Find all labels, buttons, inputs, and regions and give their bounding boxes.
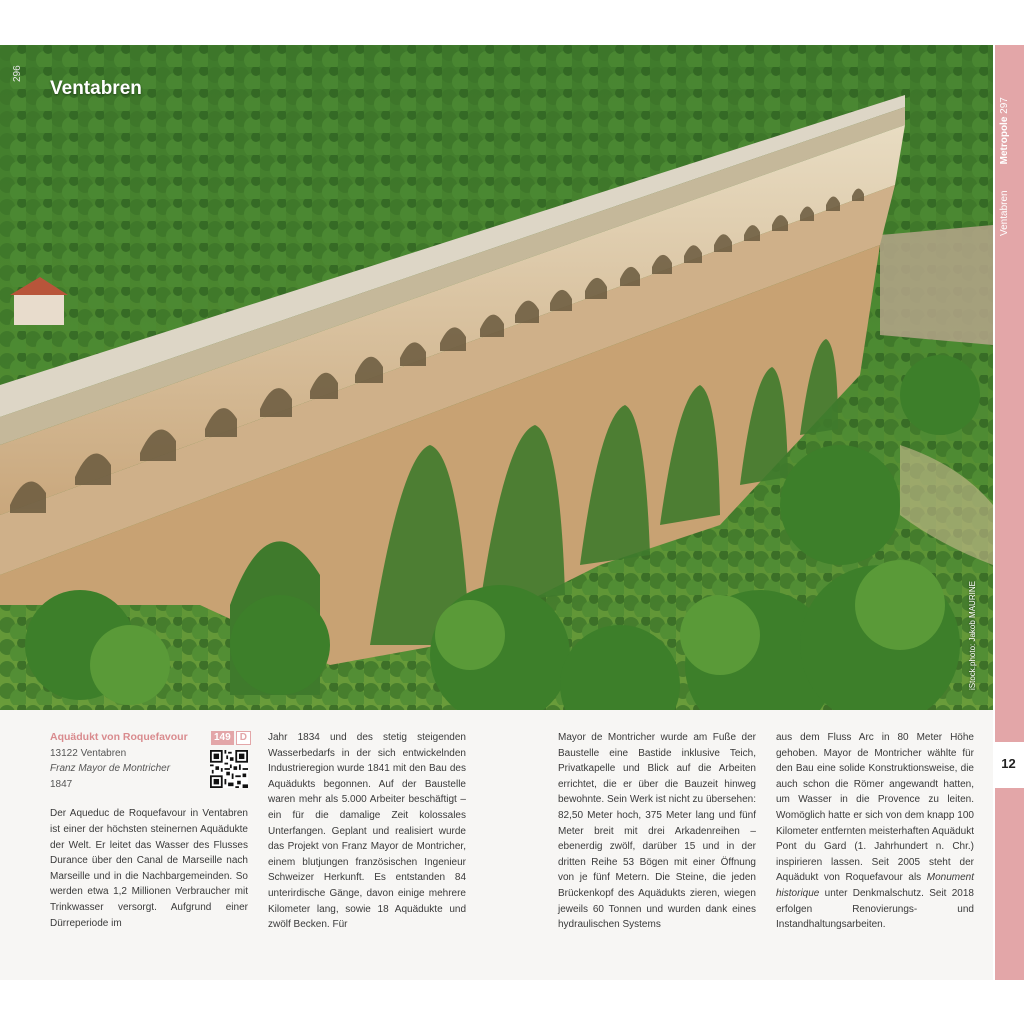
aqueduct-photo [0, 45, 993, 710]
entry-badge [211, 731, 251, 745]
running-head [999, 97, 1010, 236]
entry-architect: Franz Mayor de Montricher [50, 763, 171, 775]
qr-code-icon[interactable] [210, 750, 248, 788]
body-paragraph-4 [776, 730, 974, 933]
section-label: Metropole [999, 116, 1010, 165]
right-page-number: 297 [999, 97, 1010, 114]
body-paragraph-1: Der Aqueduc de Roquefavour in Ventabren ist einer der höchsten steinernen Aquädukte der Welt. Er leitet das Wasser des Flusses Durance über den Canal de Marseille nach Marseille und in die Nachbargemeinden. So werden etwa 1,2 Millionen Verbraucher mit Trinkwasser versorgt. Aufgrund einer Dürreperiode im [50, 808, 248, 929]
chapter-number: 12 [1001, 756, 1016, 771]
photo-title: Ventabren [50, 78, 142, 99]
entry-category: D [236, 731, 251, 745]
text-column-2 [268, 730, 466, 933]
text-column-4 [776, 730, 974, 933]
left-page-number: 296 [12, 65, 23, 82]
photo-credit: iStock.photo: Jakob MAURINE [968, 581, 977, 690]
text-column-3 [558, 730, 756, 933]
body-paragraph-4a: aus dem Fluss Arc in 80 Meter Höhe gehoben. Mayor de Montricher wählte für den Bau eine solide Konstruktionsweise, die auch schon die Römer angewandt hatten, um Wasser in die Provence zu leiten. Womöglich hatte er sich von dem knapp 100 Kilometer entfernten meisterhaften Aquädukt Pont du Gard (1. Jahrhundert n. Chr.) inspirieren lassen. Seit 2005 steht der Aquädukt von Roquefavour als [776, 732, 974, 884]
subsection-label: Ventabren [999, 190, 1010, 236]
body-paragraph-2: Jahr 1834 und des stetig steigenden Wasserbedarfs in der sich entwickelnden Industrieregion wurde 1841 mit den Bau des Aquädukts begonnen. Auf der Baustelle waren mehr als 5.000 Arbeiter beschäftigt – ein für die damalige Zeit kolossales Unterfangen. Geplant und realisiert wurde das Projekt von Franz Mayor de Montricher, einem blutjungen französischen Ingenieur Schweizer Herkunft. Es entstanden 84 unterirdische Gänge, davon einige mehrere Kilometer lang, sowie 18 Aquädukte und zwölf Becken. Für [268, 732, 466, 931]
body-paragraph-4b: unter Denkmalschutz. Seit 2018 erfolgen Renovierungs- und Instandhaltungsarbeiten. [776, 887, 974, 931]
entry-year: 1847 [50, 778, 73, 790]
entry-title: Aquädukt von Roquefavour [50, 731, 188, 743]
entry-number: 149 [211, 731, 234, 745]
monument-historique-term: Monument historique [776, 872, 974, 899]
body-paragraph-3: Mayor de Montricher wurde am Fuße der Baustelle eine Bastide inklusive Teich, Privatkapelle und Blick auf die Arbeiten errichtet, die er über die Bauzeit hinweg bewohnte. Sein Werk ist nicht zu übersehen: 82,50 Meter hoch, 375 Meter lang und fünf Meter breit mit drei Arkadenreihen – ebenerdig zwölf, darüber 15 und in der dritten Reihe 53 Bögen mit einer Öffnung von je fünf Metern. Die Steine, die jeden Brückenkopf des Aquädukts zieren, wiegen jeweils 60 Tonnen und wurden dank eines hydraulischen Systems [558, 732, 756, 931]
entry-address: 13122 Ventabren [50, 747, 127, 759]
